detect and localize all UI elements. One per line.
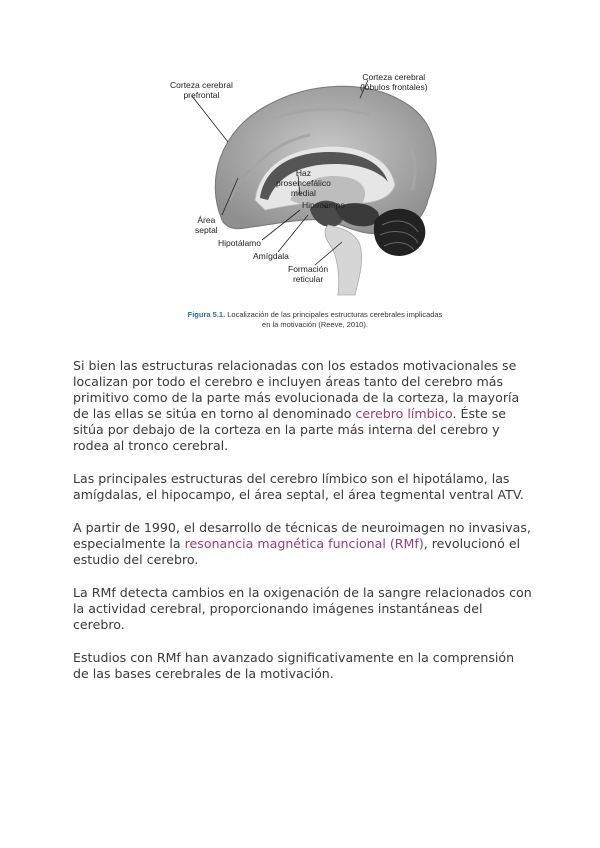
paragraph-rmf-detection: La RMf detecta cambios en la oxigenación de la sangre relacionados con la actividad cerebral, proporcionando imágenes instantáneas del cerebro.: [73, 585, 532, 632]
label-reticular-formation: Formación reticular: [288, 264, 329, 284]
brainstem: [325, 225, 362, 295]
label-prefrontal-cortex: Corteza cerebral prefrontal: [170, 80, 233, 100]
brain-figure: [150, 60, 480, 335]
label-medial-forebrain-bundle: Haz prosencefálico medial: [276, 168, 331, 198]
figure-caption: [150, 310, 480, 330]
label-frontal-cortex: Corteza cerebral (lóbulos frontales): [360, 72, 428, 92]
label-amygdala: Amígdala: [253, 251, 289, 261]
caption-line-1: Localización de las principales estructuras cerebrales implicadas: [227, 310, 443, 319]
caption-line-2: en la motivación (Reeve, 2010).: [262, 320, 368, 329]
term-rmf: resonancia magnética funcional (RMf): [184, 536, 424, 551]
label-hippocampus: Hipocampo: [302, 200, 345, 210]
paragraph-structures: Las principales estructuras del cerebro límbico son el hipotálamo, las amígdalas, el hipocampo, el área septal, el área tegmental ventral ATV.: [73, 471, 524, 502]
label-septal-area: Área septal: [195, 215, 218, 235]
paragraph-rmf-studies: Estudios con RMf han avanzado significativamente en la comprensión de las bases cerebrales de la motivación.: [73, 650, 515, 681]
figure-number: Figura 5.1.: [187, 310, 226, 319]
paragraph-limbic: Si bien las estructuras relacionadas con los estados motivacionales se localizan por todo el cerebro e incluyen áreas tanto del cerebro más primitivo como de la parte más evolucionada de la corteza, la mayoría de las ellas se sitúa en torno al denominado cerebro límbico. Éste se sitúa por debajo de la corteza en la parte más interna del cerebro y rodea al tronco cerebral.: [73, 358, 520, 453]
label-hypothalamus: Hipotálamo: [218, 238, 261, 248]
body-text: [73, 358, 533, 699]
term-cerebro-limbico: cerebro límbico: [355, 406, 453, 421]
paragraph-neuroimaging: A partir de 1990, el desarrollo de técnicas de neuroimagen no invasivas, especialmente la resonancia magnética funcional (RMf), revolucionó el estudio del cerebro.: [73, 520, 531, 567]
cerebellum: [374, 209, 425, 256]
